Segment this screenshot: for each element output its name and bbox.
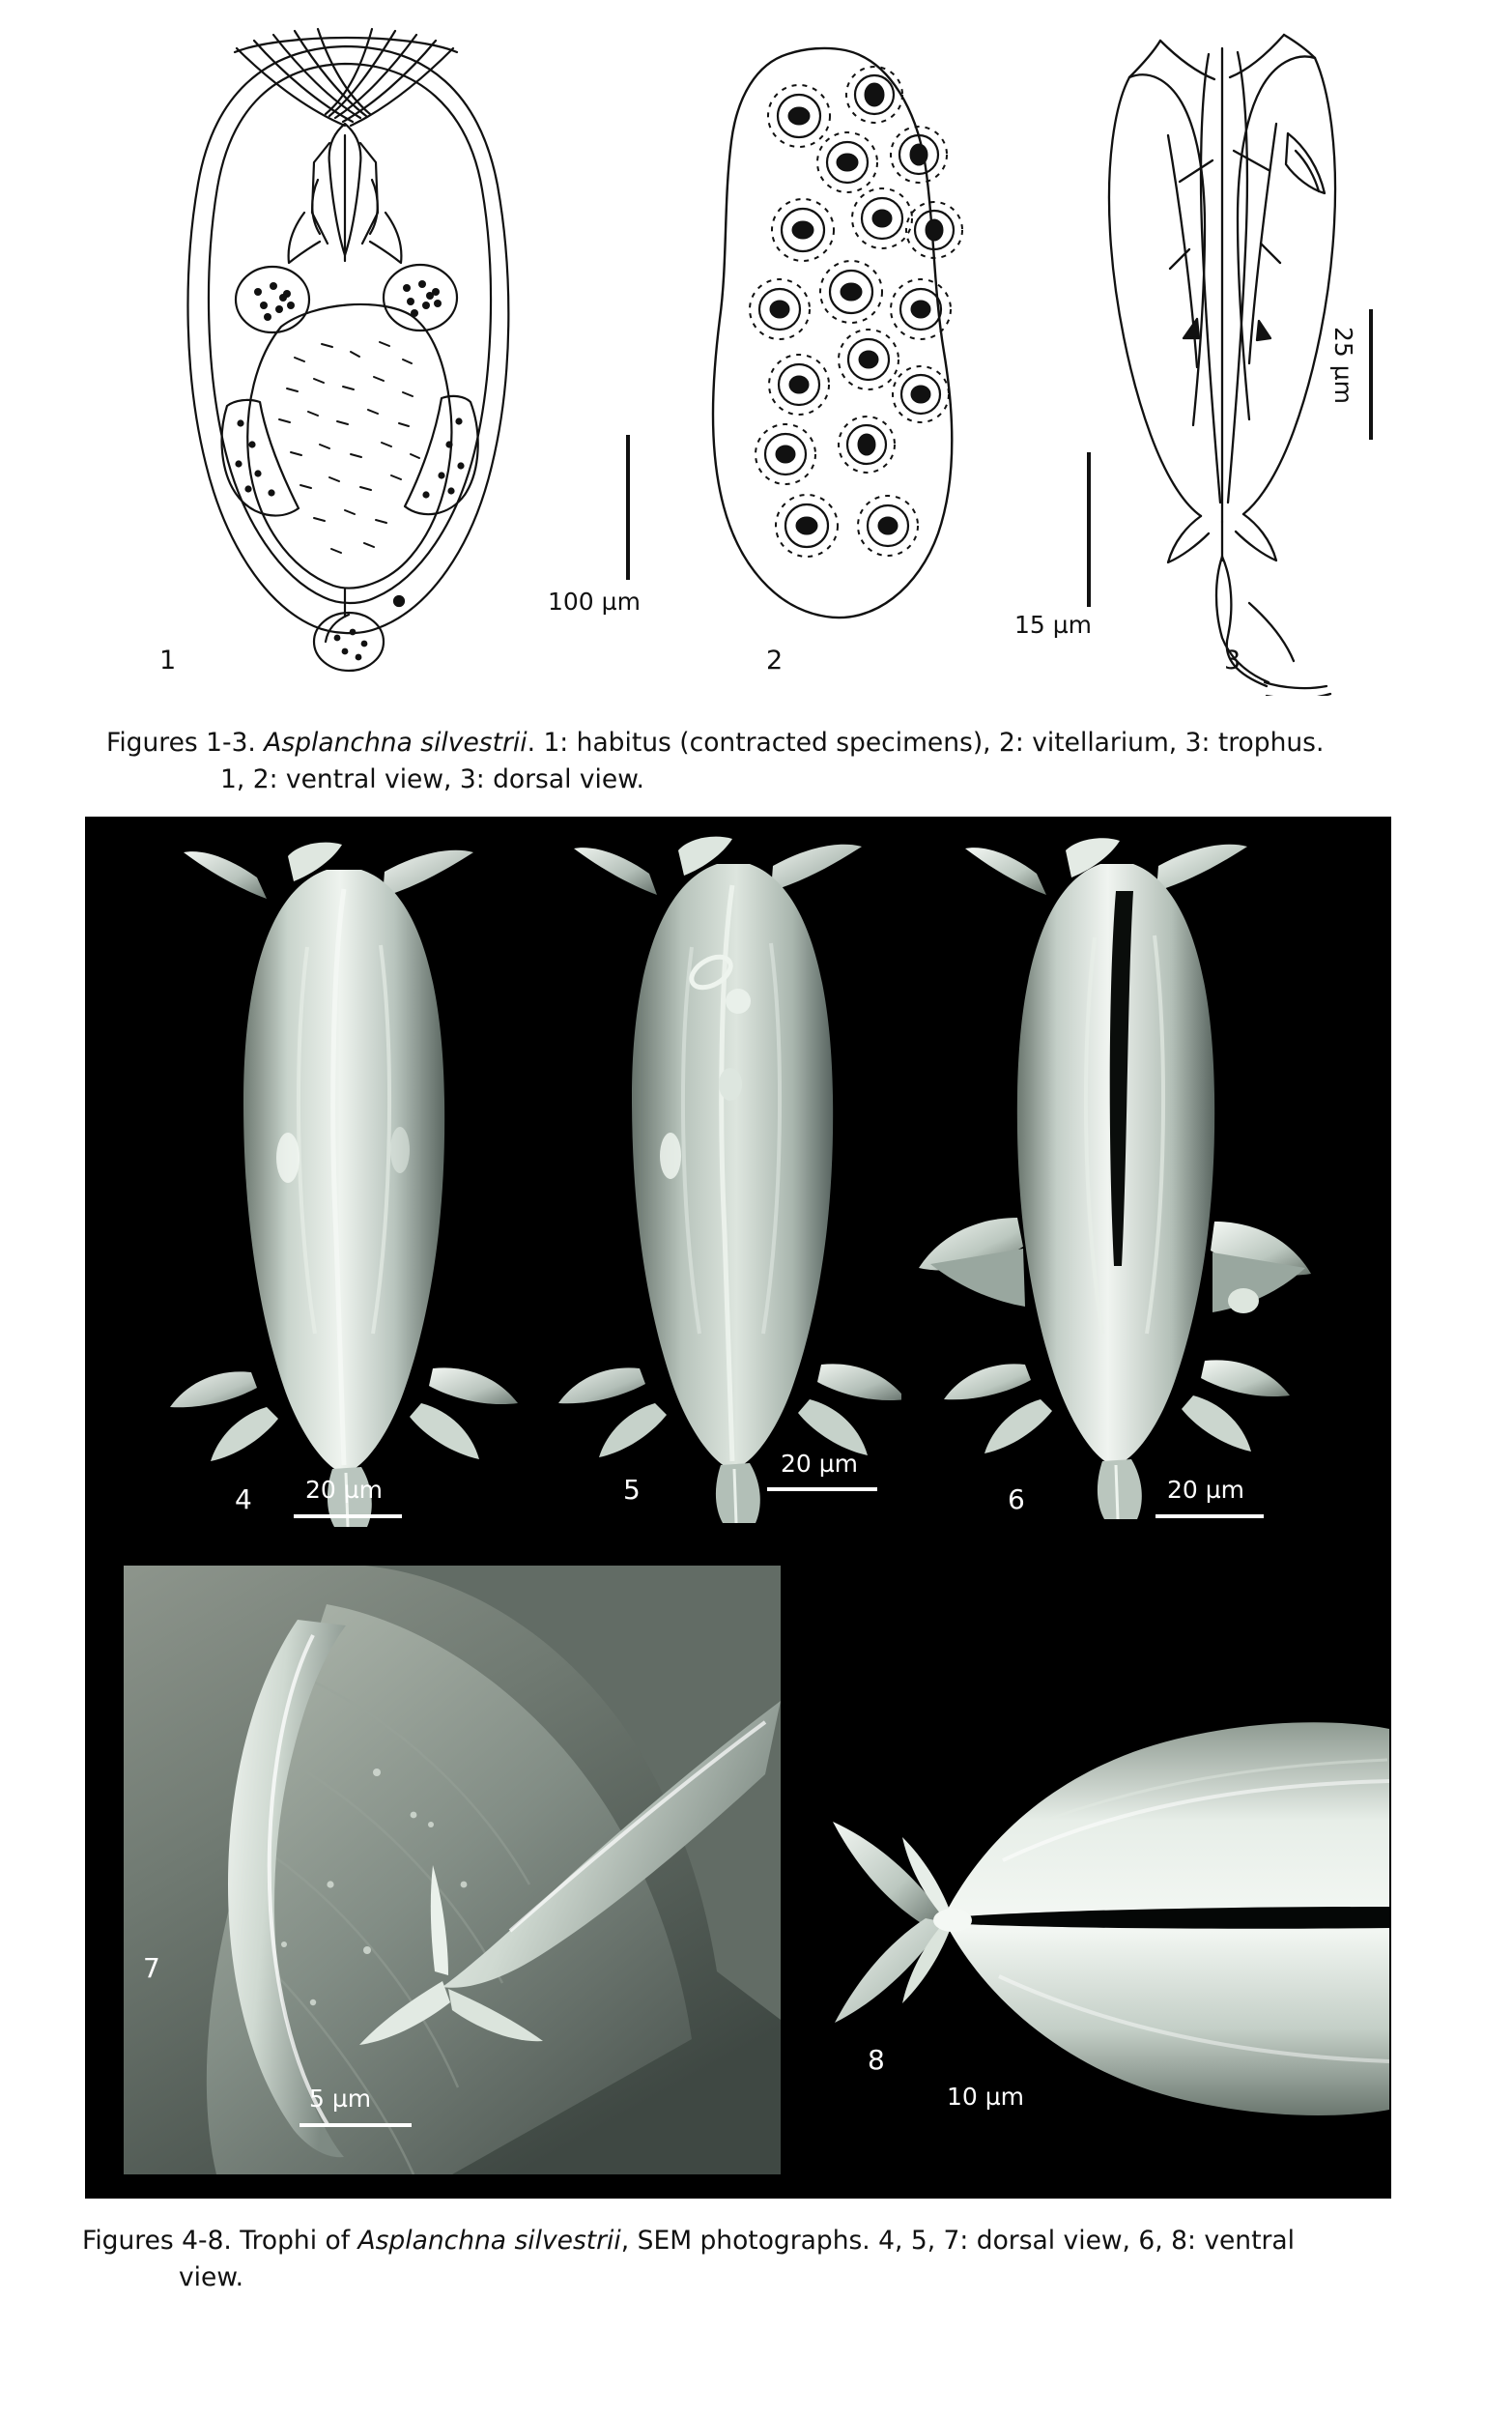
figure-number-2: 2: [766, 646, 784, 676]
caption-4-8-prefix: Figures 4-8. Trophi of: [82, 2226, 358, 2256]
figure-5-sem-image: [529, 831, 935, 1527]
figure-4-trophi-dorsal: [143, 831, 549, 1527]
scale-bar-fig3: [1369, 309, 1373, 440]
scale-label-fig2: 15 µm: [1014, 611, 1093, 639]
caption-1-3-species: Asplanchna silvestrii: [264, 728, 528, 758]
scale-label-fig8: 10 µm: [947, 2083, 1025, 2111]
figure-8-trophi-detail-ventral: [800, 1686, 1389, 2150]
scale-label-fig5: 20 µm: [781, 1450, 859, 1478]
sem-photograph-plate: [85, 817, 1391, 2199]
caption-figures-4-8: [82, 2223, 1435, 2295]
scale-label-fig6: 20 µm: [1167, 1476, 1245, 1504]
caption-1-3-prefix: Figures 1-3.: [106, 728, 265, 758]
figure-number-5: 5: [623, 1474, 641, 1506]
figure-number-1: 1: [159, 646, 177, 676]
figure-7-sem-image: [124, 1566, 781, 2174]
figure-8-sem-image: [800, 1686, 1389, 2150]
scale-label-fig1: 100 µm: [548, 588, 641, 616]
caption-1-3-line2: 1, 2: ventral view, 3: dorsal view.: [220, 763, 644, 794]
caption-4-8-rest: , SEM photographs. 4, 5, 7: dorsal view, 6, 8: ventral: [620, 2226, 1295, 2256]
scale-bar-fig5: [767, 1487, 877, 1491]
figure-number-3: 3: [1224, 646, 1241, 676]
caption-figures-1-3: [106, 725, 1449, 797]
figure-number-7: 7: [143, 1952, 160, 1984]
figure-number-4: 4: [235, 1483, 252, 1515]
figure-1-habitus: [121, 19, 575, 696]
scale-bar-fig6: [1155, 1514, 1264, 1518]
figure-number-6: 6: [1008, 1483, 1025, 1515]
caption-4-8-species: Asplanchna silvestrii: [357, 2226, 621, 2256]
caption-1-3-rest: . 1: habitus (contracted specimens), 2: vitellarium, 3: trophus.: [527, 728, 1325, 758]
figure-6-trophi-ventral: [901, 831, 1336, 1527]
figure-1-drawing: [121, 19, 575, 696]
scale-label-fig3: 25 µm: [1329, 327, 1357, 405]
figure-2-drawing: [691, 19, 1019, 696]
scale-label-fig4: 20 µm: [305, 1476, 384, 1504]
figure-2-vitellarium: [691, 19, 1019, 696]
caption-4-8-line2: view.: [179, 2261, 244, 2292]
figure-6-sem-image: [901, 831, 1336, 1527]
scale-label-fig7: 5 µm: [309, 2085, 372, 2113]
scale-bar-fig4: [294, 1514, 402, 1518]
scale-bar-fig1: [626, 435, 630, 580]
figure-4-sem-image: [143, 831, 549, 1527]
line-drawing-plate: [92, 19, 1435, 696]
figure-5-trophi-dorsal: [529, 831, 935, 1527]
figure-7-trophi-detail-dorsal: [124, 1566, 781, 2174]
scale-bar-fig7: [300, 2123, 412, 2127]
figure-number-8: 8: [868, 2044, 885, 2076]
